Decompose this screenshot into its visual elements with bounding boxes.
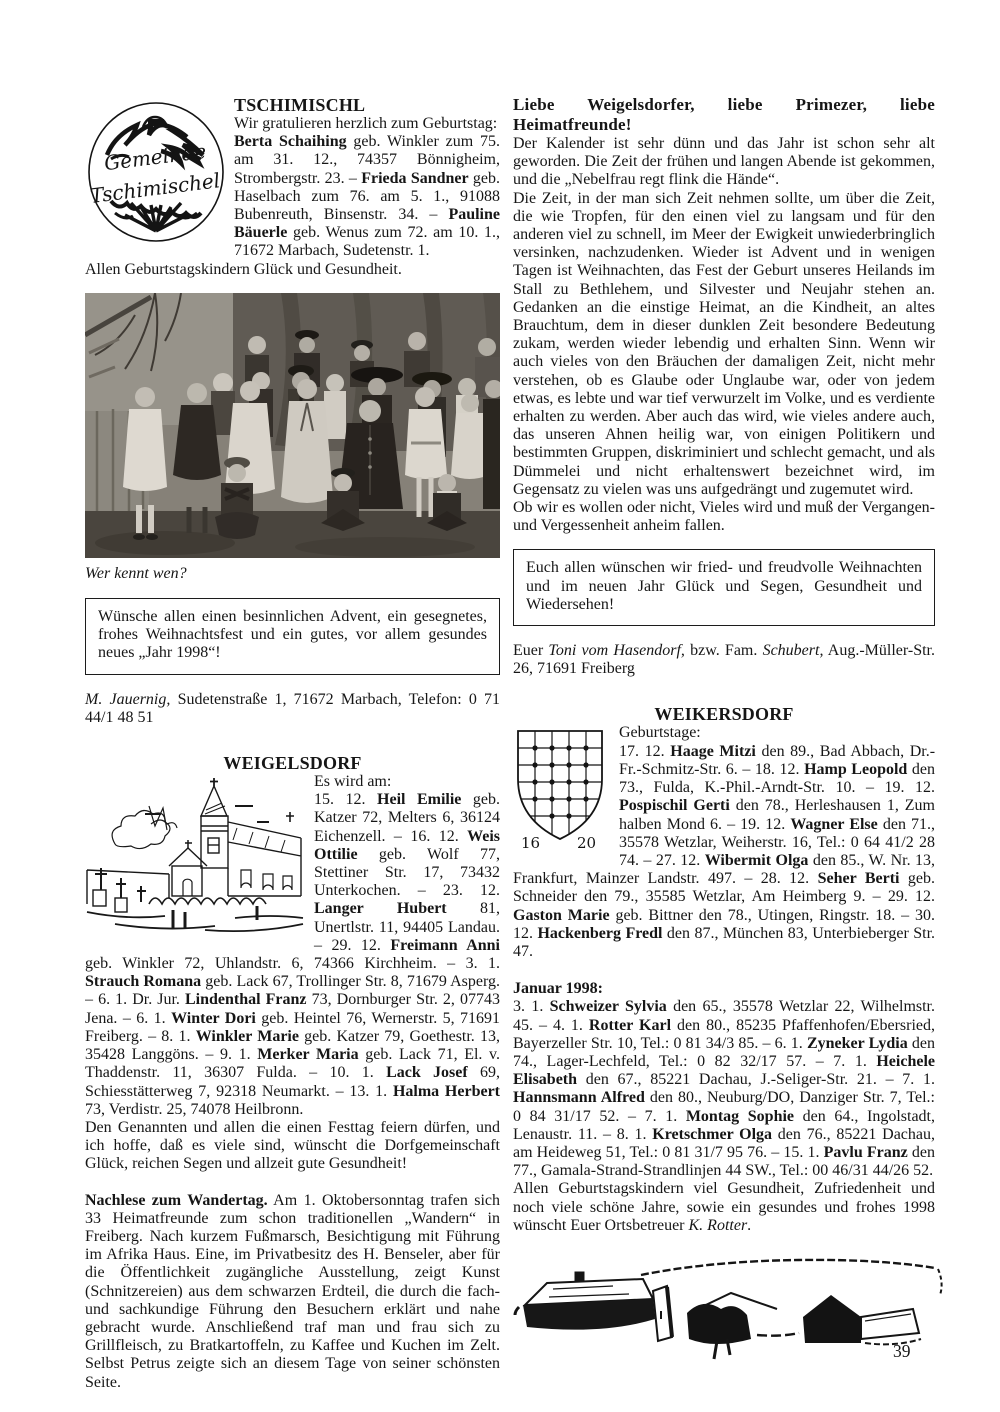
crest-drawing bbox=[513, 727, 607, 851]
weigelsdorf-birthday-list: 15. 12. Heil Emilie geb. Katzer 72, Melters 6, 36124 Eichenzell. – 16. 12. Weis Ottilie geb. Wolf 77, Stettiner Str. 17, 73432 Unterkochen. – 23. 12. Langer Hubert 81, Unertlstr. 11, 94405 Landau. – 29. 12. Freimann Anni geb. Winkler 72, Uhlandstr. 6, 74366 Kirchheim. – 3. 1. Strauch Romana geb. Lack 67, Trollinger Str. 8, 71679 Asperg. – 6. 1. Dr. Jur. Lindenthal Franz 73, Dornburger Str. 2, 07743 Jena. – 6. 1. Winter Dori geb. Heintel 76, Wernerstr. 5, 71691 Freiberg. – 8. 1. Winkler Marie geb. Katzer 79, Goethestr. 13, 35428 Langgöns. – 9. 1. Merker Maria geb. Lack 71, El. v. Thaddenstr. 11, 36307 Fulda. – 10. 1. Lack Josef 69, Schiesstätterweg 7, 92318 Neumarkt. – 13. 1. Halma Herbert 73, Verdistr. 25, 74078 Heilbronn. bbox=[85, 791, 500, 1118]
signature-line: Euer Toni vom Hasendorf, bzw. Fam. Schubert, Aug.-Müller-Str. 26, 71691 Freiberg bbox=[513, 642, 935, 678]
left-column bbox=[85, 95, 500, 1392]
weikersdorf-closing: Allen Geburtstagskindern viel Gesundheit, Zufriedenheit und noch viele schöne Jahre, sowie ein gesundes und frohes 1998 wünscht Euer Ortsbetreuer K. Rotter. bbox=[513, 1180, 935, 1234]
weigelsdorf-intro: Es wird am: bbox=[314, 773, 392, 791]
tschimischl-title: TSCHIMISCHL bbox=[234, 95, 366, 115]
village-sketch bbox=[513, 1251, 935, 1363]
greeting-title: Liebe Weigelsdorfer, liebe Primezer, liebe Heimatfreunde! bbox=[513, 95, 935, 134]
christmas-wish-box: Euch allen wünschen wir fried- und freudvolle Weihnachten und im neuen Jahr Glück und Segen, Gesundheit und Wiedersehen! bbox=[513, 549, 935, 626]
seal-drawing bbox=[85, 97, 227, 247]
seal-line2: Tschimischel bbox=[88, 168, 222, 208]
weigelsdorf-title: WEIGELSDORF bbox=[223, 753, 362, 774]
crest-year-left: 16 bbox=[521, 834, 541, 852]
greeting-paragraph-1: Der Kalender ist sehr dünn und das Jahr ist schon sehr alt geworden. Die Zeit der frühen und langen Abende ist gekommen, und die „Nebelfrau regt flink die Hände“. bbox=[513, 135, 935, 189]
right-column bbox=[513, 95, 935, 1363]
tschimischl-birthday-list: Berta Schaihing geb. Winkler zum 75. am 31. 12., 74357 Bönnigheim, Strombergstr. 23. – Frieda Sandner geb. Haselbach zum 76. am 5. 1., 91088 Bubenreuth, Binsenstr. 34. – Pauline Bäuerle geb. Wenus zum 72. am 10. 1., 71672 Marbach, Sudetenstr. 1. bbox=[234, 133, 500, 260]
gemeinde-tschimischel-seal bbox=[85, 97, 227, 247]
group-photo bbox=[85, 293, 500, 558]
tschimischl-intro: Wir gratulieren herzlich zum Geburtstag: bbox=[234, 115, 498, 132]
section-weikersdorf bbox=[513, 724, 935, 961]
page-number: 39 bbox=[893, 1341, 911, 1361]
wandertag-paragraph: Nachlese zum Wandertag. Am 1. Oktobersonntag trafen sich 33 Heimatfreunde zum schon traditionellen „Wandern“ in Freiberg. Nach kurzem Fußmarsch, Besichtigung mit Führung im Afrika Haus. Eine, im Privatbesitz des H. Benseler, aber für die Öffentlichkeit zugängliche Ausstellung, zeigt Kunst (Schnitzereien) aus dem schwarzen Erdteil, die durch die fach- und sachkundige Führung den Besuchern erklärt und nahe gebracht wurde. Anschließend traf man und frau sich zu Grillfleisch, zu Bratkartoffeln, zu Kaffee und Kuchen im Zelt. Selbst Petrus zeigte sich an diesem Tage von seiner schönsten Seite. bbox=[85, 1191, 500, 1391]
village-sketch-drawing bbox=[513, 1251, 943, 1363]
church-drawing bbox=[85, 778, 307, 940]
section-tschimischl bbox=[85, 95, 500, 279]
greeting-paragraph-2: Die Zeit, in der man sich Zeit nehmen sollte, um über die Zeit, die wie Tropfen, für den einen viel zu langsam und für den anderen viel zu schnell, im Meer der Ewigkeit unwiederbringlich versinken, nachzudenken. Wieder ist Advent und in wenigen Tagen ist Weihnachten, das Fest der Geburt unseres Heilands im Stall zu Bethlehem, und Silvester und Neujahr stehen an. Gedanken an die einstige Heimat, an die Kindheit, an altes Brauchtum, dem in dieser dunklen Zeit besondere Bedeutung zukam, werden wieder lebendig und erhalten Sinn. Wenn wir auch vieles von den Bräuchen der damaligen Zeit, nicht mehr verstehen, ob es Glaube oder Unglaube war, oder von jedem etwas, es lebte und war tief verwurzelt im Volke, und es verdiente erhalten zu werden. Aber auch das wird, wie vieles andere auch, das unseren Ahnen heilig war, von einigen Politikern und bestimmten Gruppen, diskriminiert und schlecht gemacht, und als Dümmelei und nicht erhaltenswert bezeichnet wird, im Gegensatz zu vielen was uns aufgedrängt und zugemutet wird. bbox=[513, 189, 935, 498]
weikersdorf-title: WEIKERSDORF bbox=[654, 704, 794, 725]
weikersdorf-subtitle: Geburtstage: bbox=[619, 724, 701, 742]
weikersdorf-crest bbox=[513, 727, 607, 851]
crest-year-right: 20 bbox=[577, 834, 597, 852]
church-sketch bbox=[85, 778, 307, 940]
weigelsdorf-closing: Den Genannten und allen die einen Festtag feiern dürfen, und ich hoffe, daß es viele sind, wünscht die Dorfgemeinschaft Glück, reichen Segen und allzeit gute Gesundheit! bbox=[85, 1118, 500, 1173]
greeting-paragraph-3: Ob wir es wollen oder nicht, Vieles wird und muß der Vergangen- und Vergessenheit anheim fallen. bbox=[513, 499, 935, 535]
advent-wish-box: Wünsche allen einen besinnlichen Advent, ein gesegnetes, frohes Weihnachtsfest und ein gutes, vor allem gesundes neues „Jahr 1998“! bbox=[85, 598, 500, 675]
group-photo-image bbox=[85, 293, 500, 558]
weikersdorf-january-list: 3. 1. Schweizer Sylvia den 65., 35578 Wetzlar 22, Wilhelmstr. 45. – 4. 1. Rotter Karl den 80., 85235 Pfaffenhofen/Ebersried, Bayerzeller Str. 10, Tel.: 0 81 34/3 85. – 6. 1. Zyneker Lydia den 74., Lager-Lechfeld, Tel.: 0 82 32/17 57. – 7. 1. Heichele Elisabeth den 67., 85221 Dachau, J.-Seliger-Str. 21. – 7. 1. Hannsmann Alfred den 80., Neuburg/DO, Danziger Str. 7, Tel.: 0 84 31/17 52. – 7. 1. Montag Sophie den 64., Ingolstadt, Lenaustr. 11. – 8. 1. Kretschmer Olga den 76., 85221 Dachau, am Heideweg 51, Tel.: 0 81 31/7 95 76. – 15. 1. Pavlu Franz den 77., Gamala-Strand-Strandlinjen 44 SW., Tel.: 00 46/31 44/26 52. bbox=[513, 998, 936, 1180]
weikersdorf-december-list: 17. 12. Haage Mitzi den 89., Bad Abbach, Dr.-Fr.-Schmitz-Str. 6. – 18. 12. Hamp Leopold den 73., Fulda, K.-Phil.-Arndt-Str. 10. – 19. 12. Pospischil Gerti den 78., Herleshausen 1, Zum halben Mond 6. – 19. 12. Wagner Else den 71., 35578 Wetzlar, Weiherstr. 16, Tel.: 0 64 41/2 28 74. – 27. 12. Wibermit Olga den 85., W. Nr. 13, Frankfurt, Mainzer Landstr. 497. – 28. 12. Seher Berti geb. Schneider den 79., 35585 Wetzlar, Am Heimberg 9. – 29. 12. Gaston Marie geb. Bittner den 78., Utingen, Ringstr. 18. – 30. 12. Hackenberg Fredl den 87., München 83, Unterbieberger Str. 47. bbox=[513, 742, 935, 960]
january-title: Januar 1998: bbox=[513, 980, 603, 998]
section-weigelsdorf bbox=[85, 773, 500, 1173]
tschimischl-closing: Allen Geburtstagskindern Glück und Gesundheit. bbox=[85, 260, 402, 278]
contact-line: M. Jauernig, Sudetenstraße 1, 71672 Marbach, Telefon: 0 71 44/1 48 51 bbox=[85, 690, 501, 726]
seal-line1: Gemeinde bbox=[102, 138, 208, 176]
photo-caption: Wer kennt wen? bbox=[85, 564, 187, 582]
